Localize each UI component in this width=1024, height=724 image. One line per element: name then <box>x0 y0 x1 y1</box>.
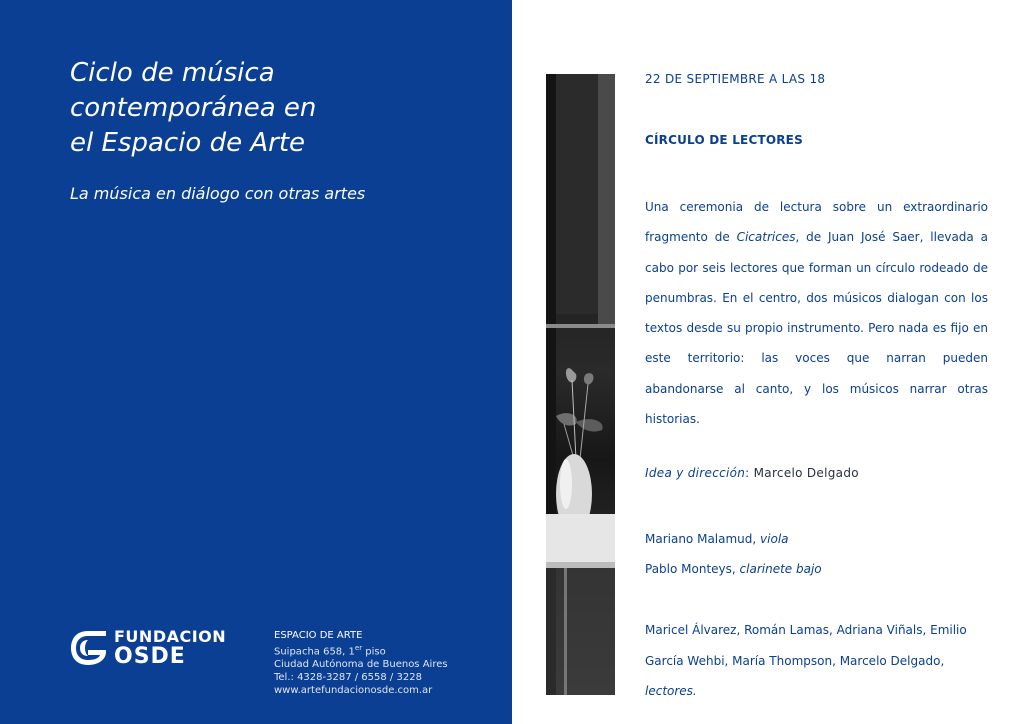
contact-website[interactable]: www.artefundacionosde.com.ar <box>274 685 433 697</box>
contact-phone: Tel.: 4328-3287 / 6558 / 3228 <box>274 672 422 684</box>
contact-city: Ciudad Autónoma de Buenos Aires <box>274 659 448 671</box>
event-details <box>645 70 988 707</box>
event-date: 22 DE SEPTIEMBRE A LAS 18 <box>645 72 826 86</box>
logo-text-fundacion: FUNDACION <box>114 627 227 646</box>
list-item: Mariano Malamud, viola <box>645 532 789 547</box>
contact-heading: ESPACIO DE ARTE <box>274 630 363 641</box>
event-description: Una ceremonia de lectura sobre un extraordinario fragmento de Cicatrices, de Juan José Saer, llevada a cabo por seis lectores que forman un círculo rodeado de penumbras. En el centro, dos músicos dialogan con los textos desde su propio instrumento. Pero nada es fijo en este territorio: las voces que narran pueden abandonarse al canto, y los músicos narrar otras historias. <box>645 200 988 427</box>
contact-info <box>274 629 504 697</box>
logo-text-osde: OSDE <box>114 644 186 669</box>
book-title: Cicatrices <box>736 230 796 245</box>
readers-list: Maricel Álvarez, Román Lamas, Adriana Viñals, Emilio García Wehbi, María Thompson, Marcelo Delgado, lectores. <box>645 623 967 699</box>
event-title: CÍRCULO DE LECTORES <box>645 133 803 147</box>
fundacion-osde-logo <box>68 628 228 670</box>
musicians-list <box>645 524 988 584</box>
contact-address: Suipacha 658, 1er piso <box>274 644 386 658</box>
list-item: Pablo Monteys, clarinete bajo <box>645 562 822 577</box>
title-line-3: el Espacio de Arte <box>70 128 306 158</box>
title-line-2: contemporánea en <box>70 93 317 123</box>
idea-direccion: Idea y dirección: Marcelo Delgado <box>645 466 859 481</box>
flower-vase-photo <box>546 74 615 695</box>
osde-logo-icon <box>68 628 110 668</box>
page-subtitle: La música en diálogo con otras artes <box>70 184 366 203</box>
page-title <box>70 56 470 161</box>
title-line-1: Ciclo de música <box>70 58 275 88</box>
